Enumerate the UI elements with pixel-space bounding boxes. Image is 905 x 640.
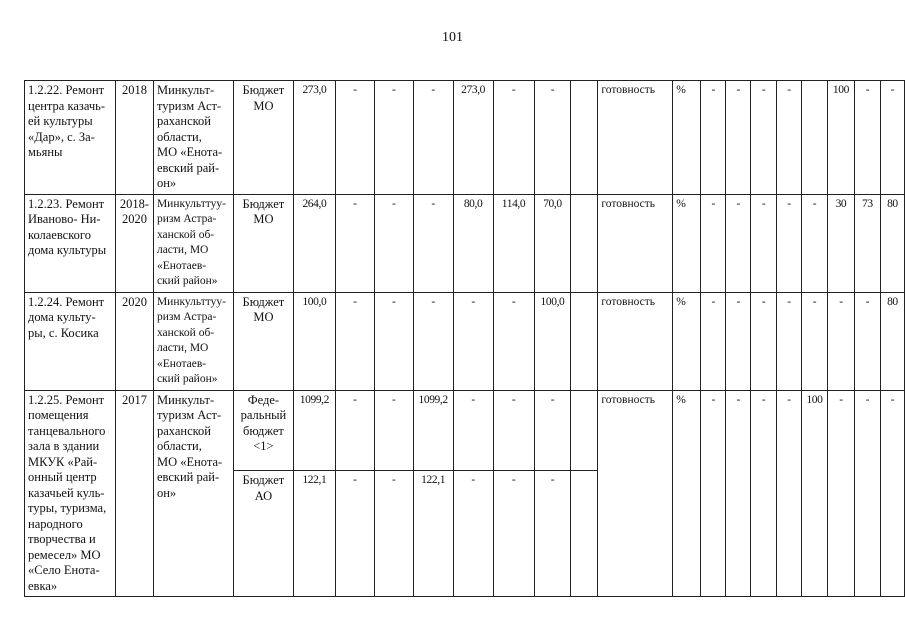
indicator-value: -	[701, 292, 726, 390]
year-2016-cell: -	[413, 292, 453, 390]
indicator-cell: готовность	[598, 194, 673, 292]
year-2018-cell: -	[493, 471, 534, 597]
year-2019-cell: -	[534, 390, 571, 471]
year-2015-cell: -	[374, 390, 413, 471]
year-2014-cell: -	[335, 390, 374, 471]
indicator-value: -	[751, 81, 777, 195]
indicator-value	[801, 81, 827, 195]
indicator-value: 100	[801, 390, 827, 597]
year-2020-cell	[571, 292, 598, 390]
executor-cell: Минкульттуу- ризм Астра- ханской об- ласти, МО «Енотаев- ский район»	[153, 292, 233, 390]
indicator-value: 80	[880, 194, 904, 292]
year-2015-cell: -	[374, 81, 413, 195]
year-cell: 2018	[115, 81, 153, 195]
measure-name: 1.2.25. Ремонт помещения танцевального зала в здании МКУК «Рай- онный центр казачьей куль- туры, туризма, народного творчества и ремесел» МО «Село Енота- евка»	[25, 390, 116, 597]
funding-source: Бюджет МО	[233, 292, 293, 390]
unit-cell: %	[673, 81, 701, 195]
indicator-value: -	[777, 292, 802, 390]
year-cell: 2017	[115, 390, 153, 597]
executor-cell: Минкульт- туризм Аст- раханской области, МО «Енота- евский рай- он»	[153, 390, 233, 597]
indicator-value: -	[751, 292, 777, 390]
executor-cell: Минкульт- туризм Аст- раханской области, МО «Енота- евский рай- он»	[153, 81, 233, 195]
year-2016-cell: -	[413, 194, 453, 292]
funding-source: Бюджет МО	[233, 194, 293, 292]
indicator-value: -	[701, 194, 726, 292]
funding-source: Феде- ральный бюджет <1>	[233, 390, 293, 471]
indicator-value: -	[726, 292, 751, 390]
table-row	[25, 292, 905, 390]
year-2014-cell: -	[335, 81, 374, 195]
table-row	[25, 390, 905, 471]
table-row	[25, 194, 905, 292]
indicator-value: -	[854, 292, 880, 390]
unit-cell: %	[673, 194, 701, 292]
unit-cell: %	[673, 292, 701, 390]
year-2018-cell: -	[493, 390, 534, 471]
indicator-value: -	[880, 81, 904, 195]
year-2018-cell: -	[493, 292, 534, 390]
indicator-value: 30	[827, 194, 854, 292]
total-cell: 264,0	[293, 194, 335, 292]
funding-source: Бюджет АО	[233, 471, 293, 597]
year-2017-cell: -	[453, 471, 493, 597]
indicator-value: -	[777, 81, 802, 195]
page-number: 101	[442, 30, 463, 45]
year-2016-cell: 1099,2	[413, 390, 453, 471]
total-cell: 273,0	[293, 81, 335, 195]
year-2015-cell: -	[374, 194, 413, 292]
year-2015-cell: -	[374, 471, 413, 597]
indicator-cell: готовность	[598, 390, 673, 597]
indicator-value: -	[777, 390, 802, 597]
indicator-value: -	[726, 81, 751, 195]
indicator-value: -	[751, 194, 777, 292]
indicator-value: -	[726, 390, 751, 597]
year-2019-cell: 100,0	[534, 292, 571, 390]
indicator-value: -	[880, 390, 904, 597]
year-2020-cell	[571, 81, 598, 195]
year-2019-cell: -	[534, 471, 571, 597]
year-2017-cell: 273,0	[453, 81, 493, 195]
year-2018-cell: 114,0	[493, 194, 534, 292]
year-2018-cell: -	[493, 81, 534, 195]
indicator-value: -	[801, 194, 827, 292]
table-row	[25, 81, 905, 195]
indicator-value: -	[827, 390, 854, 597]
indicator-cell: готовность	[598, 292, 673, 390]
indicator-value: 100	[827, 81, 854, 195]
year-cell: 2020	[115, 292, 153, 390]
year-2019-cell: 70,0	[534, 194, 571, 292]
indicator-value: -	[854, 81, 880, 195]
measure-name: 1.2.22. Ремонт центра казачь- ей культуры «Дар», с. За- мьяны	[25, 81, 116, 195]
year-2020-cell	[571, 390, 598, 471]
year-2014-cell: -	[335, 471, 374, 597]
year-2017-cell: -	[453, 390, 493, 471]
funding-source: Бюджет МО	[233, 81, 293, 195]
total-cell: 1099,2	[293, 390, 335, 471]
indicator-value: -	[701, 390, 726, 597]
indicator-value: 73	[854, 194, 880, 292]
total-cell: 122,1	[293, 471, 335, 597]
year-2014-cell: -	[335, 194, 374, 292]
indicator-value: -	[827, 292, 854, 390]
year-cell: 2018- 2020	[115, 194, 153, 292]
year-2016-cell: 122,1	[413, 471, 453, 597]
program-table	[24, 80, 905, 597]
year-2020-cell	[571, 471, 598, 597]
year-2019-cell: -	[534, 81, 571, 195]
indicator-value: -	[801, 292, 827, 390]
year-2014-cell: -	[335, 292, 374, 390]
indicator-value: -	[777, 194, 802, 292]
indicator-value: -	[854, 390, 880, 597]
indicator-value: -	[701, 81, 726, 195]
year-2017-cell: -	[453, 292, 493, 390]
year-2020-cell	[571, 194, 598, 292]
indicator-cell: готовность	[598, 81, 673, 195]
year-2017-cell: 80,0	[453, 194, 493, 292]
year-2016-cell: -	[413, 81, 453, 195]
executor-cell: Минкульттуу- ризм Астра- ханской об- ласти, МО «Енотаев- ский район»	[153, 194, 233, 292]
total-cell: 100,0	[293, 292, 335, 390]
indicator-value: -	[726, 194, 751, 292]
indicator-value: 80	[880, 292, 904, 390]
unit-cell: %	[673, 390, 701, 597]
measure-name: 1.2.23. Ремонт Иваново- Ни- колаевского дома культуры	[25, 194, 116, 292]
indicator-value: -	[751, 390, 777, 597]
measure-name: 1.2.24. Ремонт дома культу- ры, с. Косика	[25, 292, 116, 390]
year-2015-cell: -	[374, 292, 413, 390]
